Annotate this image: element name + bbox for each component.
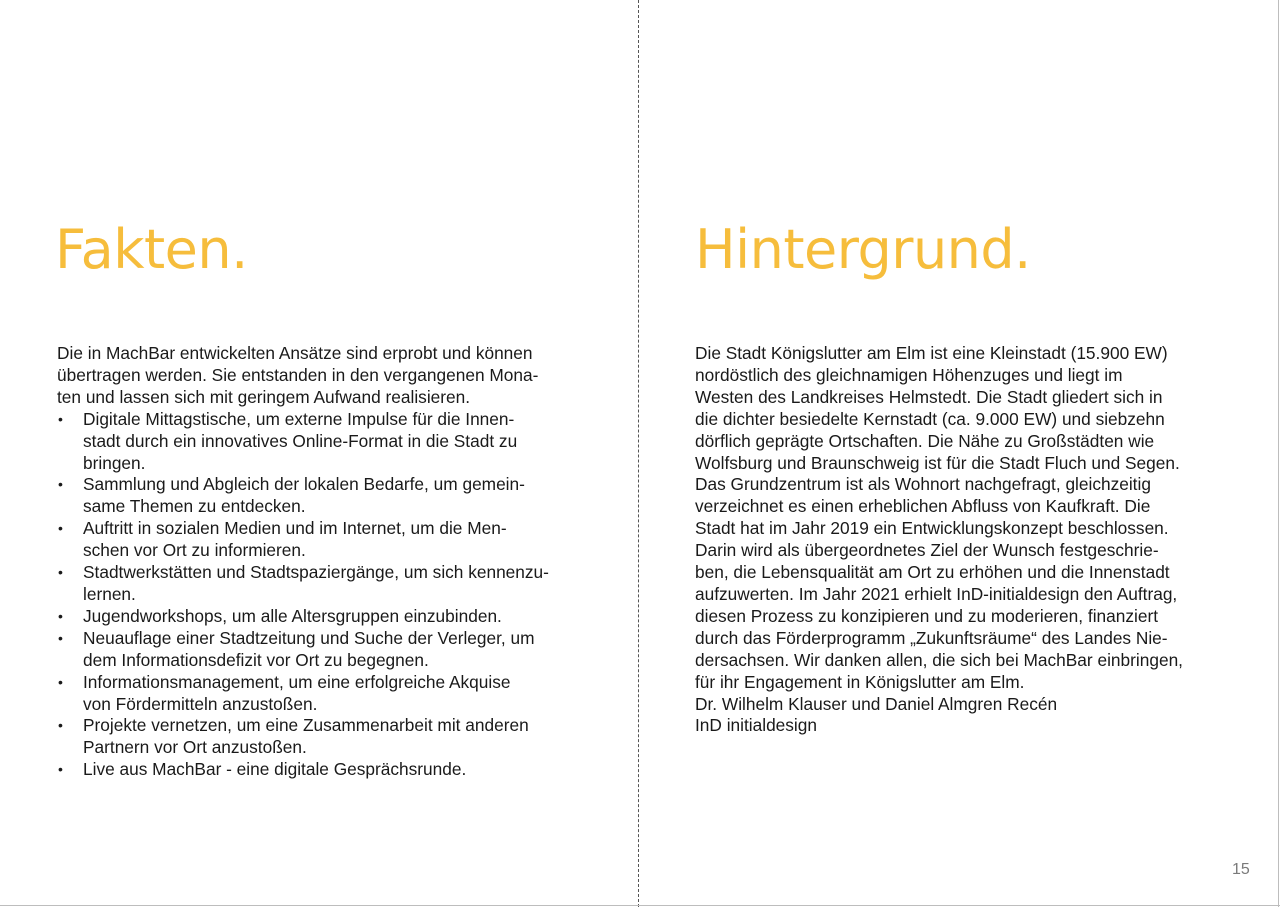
list-item-line: dem Informationsdefizit vor Ort zu begegnen. <box>83 649 429 670</box>
page-edge-right <box>1278 0 1279 907</box>
list-item <box>57 518 587 562</box>
signature-company: InD initialdesign <box>695 715 817 736</box>
list-item-line: stadt durch ein innovatives Online-Format in die Stadt zu <box>83 430 518 451</box>
list-item-line: Neuauflage einer Stadtzeitung und Suche der Verleger, um <box>83 627 535 648</box>
facts-heading: Fakten. <box>55 218 248 281</box>
intro-line: Die in MachBar entwickelten Ansätze sind erprobt und können <box>57 343 533 363</box>
paragraph-line: verzeichnet es einen erheblichen Abfluss von Kaufkraft. Die <box>695 496 1151 517</box>
facts-body <box>57 343 587 781</box>
paragraph-line: diesen Prozess zu konzipieren und zu moderieren, finanziert <box>695 605 1159 626</box>
list-item-line: Sammlung und Abgleich der lokalen Bedarfe, um gemein- <box>83 474 525 495</box>
list-item-line: Informationsmanagement, um eine erfolgreiche Akquise <box>83 671 511 692</box>
paragraph-line: dörflich geprägte Ortschaften. Die Nähe zu Großstädten wie <box>695 430 1155 451</box>
bullet-icon: • <box>58 410 63 427</box>
paragraph-line: durch das Förderprogramm „Zukunftsräume“ des Landes Nie- <box>695 627 1168 648</box>
background-body <box>695 343 1235 737</box>
bullet-icon: • <box>58 761 63 778</box>
page-edge-bottom <box>0 905 1280 906</box>
list-item-line: Live aus MachBar - eine digitale Gesprächsrunde. <box>83 759 467 780</box>
paragraph-line: die dichter besiedelte Kernstadt (ca. 9.000 EW) und siebzehn <box>695 408 1165 429</box>
paragraph-line: Die Stadt Königslutter am Elm ist eine Kleinstadt (15.900 EW) <box>695 343 1168 363</box>
intro-line: übertragen werden. Sie entstanden in den vergangenen Mona- <box>57 364 539 385</box>
bullet-icon: • <box>58 629 63 646</box>
bullet-icon: • <box>58 673 63 690</box>
list-item-line: lernen. <box>83 583 136 604</box>
background-paragraph <box>695 343 1235 694</box>
paragraph-line: dersachsen. Wir danken allen, die sich bei MachBar einbringen, <box>695 649 1183 670</box>
list-item <box>57 606 587 628</box>
facts-list <box>57 409 587 781</box>
list-item-line: Partnern vor Ort anzustoßen. <box>83 737 307 758</box>
list-item-line: von Fördermitteln anzustoßen. <box>83 693 318 714</box>
list-item-line: Digitale Mittagstische, um externe Impulse für die Innen- <box>83 408 515 429</box>
signature-authors: Dr. Wilhelm Klauser und Daniel Almgren Recén <box>695 693 1058 714</box>
right-page <box>639 0 1278 905</box>
list-item <box>57 759 587 781</box>
list-item <box>57 562 587 606</box>
list-item-line: Projekte vernetzen, um eine Zusammenarbeit mit anderen <box>83 715 529 736</box>
paragraph-line: für ihr Engagement in Königslutter am Elm. <box>695 671 1025 692</box>
signature <box>695 694 1235 738</box>
list-item <box>57 474 587 518</box>
list-item-line: schen vor Ort zu informieren. <box>83 540 306 561</box>
bullet-icon: • <box>58 717 63 734</box>
background-heading: Hintergrund. <box>695 218 1031 281</box>
paragraph-line: Stadt hat im Jahr 2019 ein Entwicklungskonzept beschlossen. <box>695 518 1169 539</box>
page-number: 15 <box>1232 861 1250 878</box>
intro-line: ten und lassen sich mit geringem Aufwand realisieren. <box>57 386 471 407</box>
list-item <box>57 628 587 672</box>
bullet-icon: • <box>58 564 63 581</box>
paragraph-line: Das Grundzentrum ist als Wohnort nachgefragt, gleichzeitig <box>695 474 1151 495</box>
left-page <box>0 0 638 905</box>
paragraph-line: Westen des Landkreises Helmstedt. Die Stadt gliedert sich in <box>695 386 1163 407</box>
bullet-icon: • <box>58 607 63 624</box>
list-item-line: bringen. <box>83 452 146 473</box>
paragraph-line: aufzuwerten. Im Jahr 2021 erhielt InD-initialdesign den Auftrag, <box>695 583 1178 604</box>
paragraph-line: ben, die Lebensqualität am Ort zu erhöhen und die Innenstadt <box>695 562 1170 583</box>
paragraph-line: nordöstlich des gleichnamigen Höhenzuges und liegt im <box>695 364 1123 385</box>
paragraph-line: Darin wird als übergeordnetes Ziel der Wunsch festgeschrie- <box>695 540 1159 561</box>
bullet-icon: • <box>58 520 63 537</box>
bullet-icon: • <box>58 476 63 493</box>
list-item-line: Auftritt in sozialen Medien und im Internet, um die Men- <box>83 518 507 539</box>
list-item-line: same Themen zu entdecken. <box>83 496 306 517</box>
list-item <box>57 715 587 759</box>
list-item <box>57 672 587 716</box>
list-item-line: Jugendworkshops, um alle Altersgruppen einzubinden. <box>83 605 502 626</box>
list-item-line: Stadtwerkstätten und Stadtspaziergänge, um sich kennenzu- <box>83 562 549 583</box>
facts-intro <box>57 343 587 409</box>
paragraph-line: Wolfsburg und Braunschweig ist für die Stadt Fluch und Segen. <box>695 452 1180 473</box>
list-item <box>57 409 587 475</box>
